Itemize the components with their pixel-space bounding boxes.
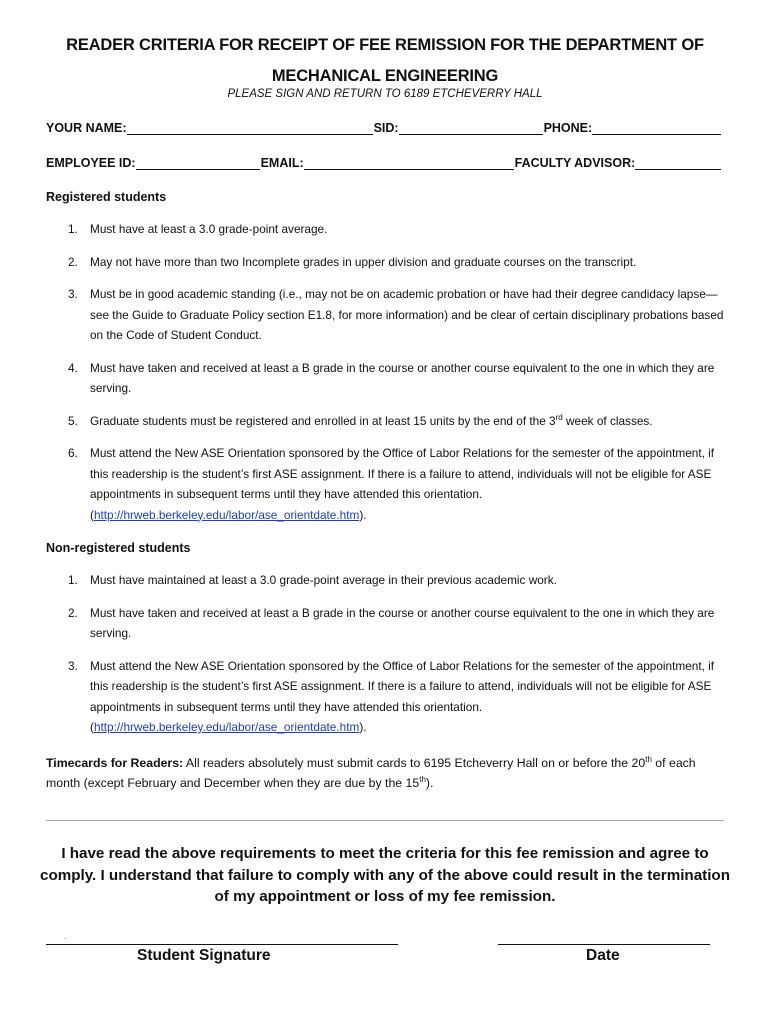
- date-line[interactable]: [498, 944, 710, 945]
- list-item: [46, 411, 726, 432]
- item-number: 6.: [68, 446, 78, 460]
- ordinal-suffix: th: [645, 754, 652, 764]
- page-subtitle: PLEASE SIGN AND RETURN TO 6189 ETCHEVERRY HALL: [227, 88, 543, 100]
- paren-close: ).: [359, 720, 367, 734]
- timecards-text: of each month (except February and December when they are due by the 15: [46, 756, 696, 790]
- your-name-field[interactable]: [127, 122, 373, 135]
- agreement-statement: I have read the above requirements to meet the criteria for this fee remission and agree to comply. I understand that failure to comply with any of the above could result in the termination of my appointment or loss of my fee remission.: [40, 845, 730, 905]
- list-item: [46, 570, 726, 591]
- paren-close: ).: [359, 507, 367, 522]
- employee-id-field[interactable]: [136, 157, 260, 170]
- nonregistered-list: [46, 570, 726, 750]
- orientation-link[interactable]: http://hrweb.berkeley.edu/labor/ase_orientdate.htm: [93, 720, 360, 734]
- list-item: [46, 358, 726, 399]
- phone-field[interactable]: [592, 122, 721, 135]
- date-label: Date: [586, 947, 620, 964]
- signature-mark: .: [64, 932, 67, 941]
- item-number: 4.: [68, 360, 78, 375]
- item-text: Must have at least a 3.0 grade-point average.: [90, 222, 328, 236]
- ordinal-suffix: th: [419, 774, 426, 784]
- timecards-label: Timecards for Readers:: [46, 756, 184, 770]
- faculty-advisor-field[interactable]: [635, 157, 721, 170]
- sid-label: SID:: [373, 121, 399, 135]
- list-item: [46, 252, 726, 273]
- timecards-text-end: ).: [425, 776, 434, 790]
- item-number: 2.: [68, 605, 78, 620]
- registered-list: [46, 219, 726, 537]
- item-number: 1.: [68, 573, 78, 587]
- student-signature-label: Student Signature: [137, 947, 271, 964]
- email-label: EMAIL:: [260, 156, 304, 170]
- item-text: Graduate students must be registered and enrolled in at least 15 units by the end of the 3: [90, 413, 556, 428]
- item-number: 5.: [68, 413, 78, 428]
- email-field[interactable]: [304, 157, 514, 170]
- item-text: Must have maintained at least a 3.0 grade-point average in their previous academic work.: [90, 573, 557, 587]
- list-item: [46, 219, 726, 240]
- list-item: [46, 603, 726, 644]
- faculty-advisor-label: FACULTY ADVISOR:: [514, 156, 636, 170]
- info-row-2: [46, 156, 722, 170]
- item-number: 3.: [68, 658, 78, 673]
- paren-open: (: [90, 720, 94, 734]
- employee-id-label: EMPLOYEE ID:: [46, 156, 136, 170]
- student-signature-line[interactable]: [46, 944, 398, 945]
- section-divider: [46, 820, 724, 821]
- sid-field[interactable]: [399, 122, 543, 135]
- item-text: Must attend the New ASE Orientation sponsored by the Office of Labor Relations for the semester of the appointment, if this readership is the student’s first ASE assignment. If there is a failure to attend, individuals will not be eligible for ASE appointments in subsequent terms until they have attended this orientation.: [90, 446, 715, 501]
- list-item: [46, 656, 726, 738]
- item-text: Must attend the New ASE Orientation sponsored by the Office of Labor Relations for the semester of the appointment, if this readership is the student’s first ASE assignment. If there is a failure to attend, individuals will not be eligible for ASE appointments in subsequent terms until they have attended this orientation.: [90, 658, 715, 714]
- item-number: 2.: [68, 254, 78, 269]
- your-name-label: YOUR NAME:: [46, 121, 127, 135]
- item-number: 1.: [68, 222, 78, 236]
- item-text: Must be in good academic standing (i.e., may not be on academic probation or have had their degree candidacy lapse—see the Guide to Graduate Policy section E1.8, for more information) and be clear of certain disciplinary probations based on the Code of Student Conduct.: [90, 287, 724, 342]
- paren-open: (: [90, 507, 94, 522]
- item-text: Must have taken and received at least a B grade in the course or another course equivalent to the one in which they are serving.: [90, 360, 715, 395]
- list-item: [46, 284, 726, 346]
- phone-label: PHONE:: [543, 121, 593, 135]
- item-text: May not have more than two Incomplete grades in upper division and graduate courses on the transcript.: [90, 254, 637, 269]
- item-text-end: week of classes.: [562, 413, 653, 428]
- info-row-1: [46, 121, 722, 135]
- registered-heading: Registered students: [46, 190, 167, 204]
- ordinal-suffix: rd: [555, 412, 563, 422]
- orientation-link[interactable]: http://hrweb.berkeley.edu/labor/ase_orientdate.htm: [93, 507, 360, 522]
- timecards-note: [46, 753, 730, 793]
- item-text: Must have taken and received at least a B grade in the course or another course equivalent to the one in which they are serving.: [90, 605, 715, 640]
- nonregistered-heading: Non-registered students: [46, 541, 191, 555]
- item-number: 3.: [68, 287, 78, 301]
- timecards-text: All readers absolutely must submit cards to 6195 Etcheverry Hall on or before the 20: [183, 756, 646, 770]
- list-item: [46, 443, 726, 525]
- page-title: READER CRITERIA FOR RECEIPT OF FEE REMISSION FOR THE DEPARTMENT OF MECHANICAL ENGINEERING: [66, 36, 704, 85]
